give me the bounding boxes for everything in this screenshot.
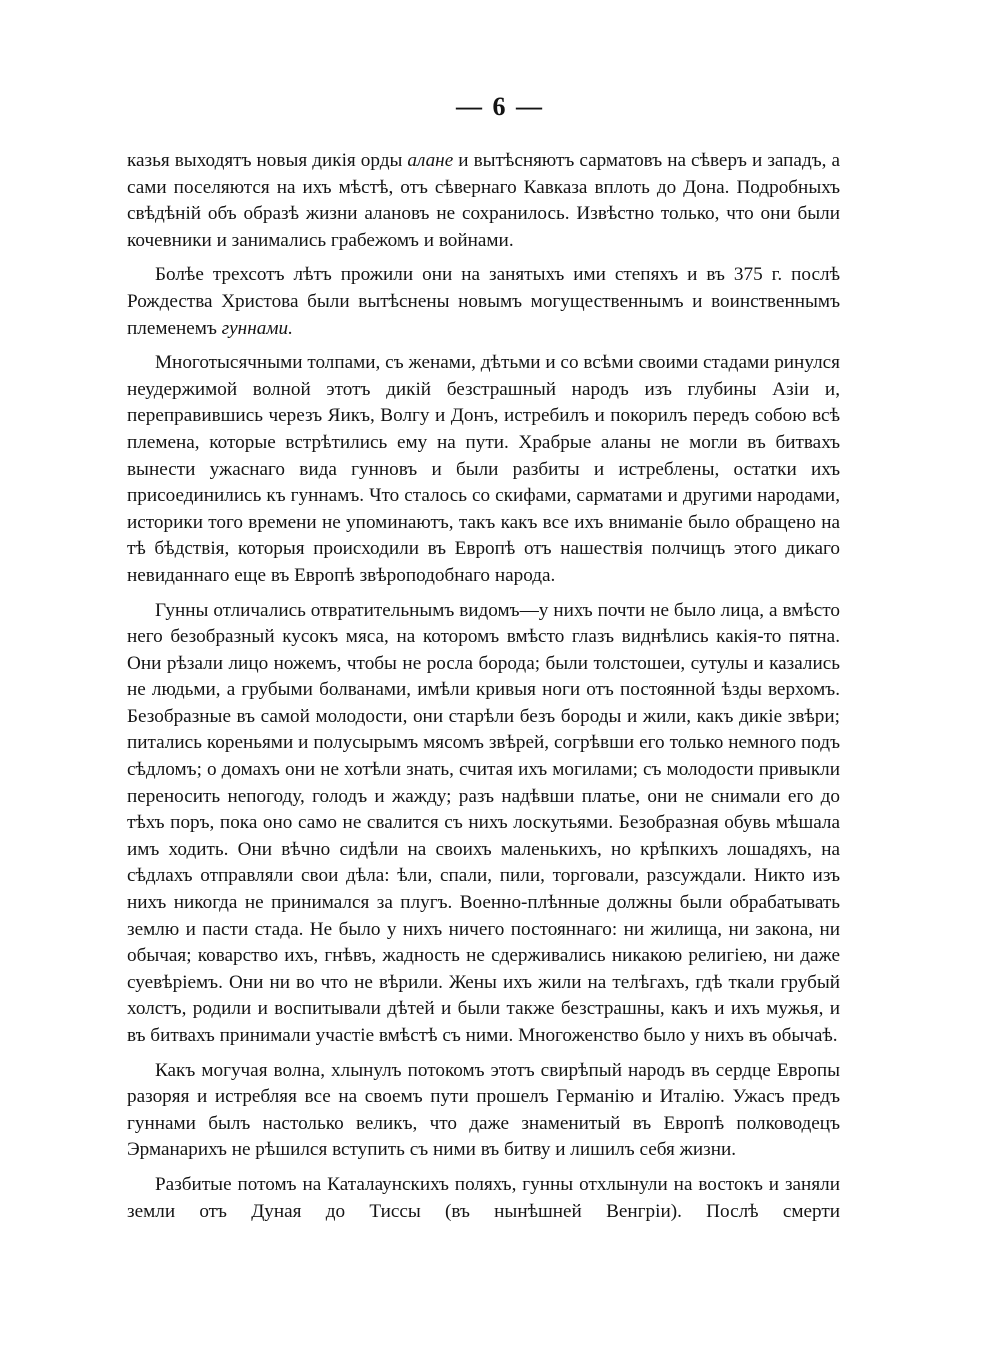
paragraph-1: [127, 148, 840, 254]
page-number: — 6 —: [456, 92, 544, 121]
paragraph-4-text: Гунны отличались отвратительнымъ видомъ—у нихъ почти не было лица, а вмѣсто него безобразный кусокъ мяса, на которомъ вмѣсто глазъ виднѣлись какія-то пятна. Они рѣзали лицо ножемъ, чтобы не росла борода; были толстошеи, сутулы и казались не людьми, а грубыми болванами, имѣли кривыя ноги отъ постоянной ѣзды верхомъ. Безобразные въ самой молодости, они старѣли безъ бороды и жили, какъ дикіе звѣри; питались кореньями и полусырымъ мясомъ звѣрей, согрѣвши его только немного подъ сѣдломъ; о домахъ они не хотѣли знать, считая ихъ могилами; съ молодости привыкли переносить непогоду, голодъ и жажду; разъ надѣвши платье, они не снимали его до тѣхъ поръ, пока оно само не свалится съ нихъ лоскутьями. Безобразная обувь мѣшала имъ ходить. Они вѣчно сидѣли на своихъ маленькихъ, но крѣпкихъ лошадяхъ, на сѣдлахъ отправляли свои дѣла: ѣли, спали, пили, торговали, разсуждали. Никто изъ нихъ никогда не принимался за плугъ. Военно-плѣнные должны были обрабатывать землю и пасти стада. Не было у нихъ ничего постояннаго: ни жилища, ни закона, ни обычая; коварство ихъ, гнѣвъ, жадность не сдерживались никакою религіею, ни даже суевѣріемъ. Они ни во что не вѣрили. Жены ихъ жили на телѣгахъ, гдѣ ткали грубый холстъ, родили и воспитывали дѣтей и были также безстрашны, какъ и ихъ мужья, и въ битвахъ принимали участіе вмѣстѣ съ ними. Многоженство было у нихъ въ обычаѣ.: [127, 599, 840, 1046]
paragraph-2: [127, 262, 840, 342]
paragraph-6: [127, 1172, 840, 1225]
body-text: [127, 148, 840, 1233]
paragraph-2-text: Болѣе трехсотъ лѣтъ прожили они на занятыхъ ими степяхъ и въ 375 г. послѣ Рождества Христова были вытѣснены новымъ могущественнымъ и воинственнымъ племенемъ: [127, 264, 840, 339]
paragraph-2-italic-gunnami: гуннами.: [221, 317, 293, 339]
paragraph-4: [127, 598, 840, 1050]
paragraph-6-text: Разбитые потомъ на Каталаунскихъ поляхъ, гунны отхлынули на востокъ и заняли земли отъ Дуная до Тиссы (въ нынѣшней Венгріи). Послѣ смерти: [127, 1173, 840, 1222]
paragraph-3: [127, 350, 840, 589]
paragraph-5-text: Какъ могучая волна, хлынулъ потокомъ этотъ свирѣпый народъ въ сердце Европы разоряя и истребляя все на своемъ пути прошелъ Германію и Италію. Ужасъ предъ гуннами былъ настолько великъ, что даже знаменитый въ Европѣ полководецъ Эрманарихъ не рѣшился вступить съ ними въ битву и лишилъ себя жизни.: [127, 1059, 840, 1161]
paragraph-5: [127, 1058, 840, 1164]
paragraph-1-text-cont: и вытѣсняютъ сарматовъ на сѣверъ и западъ, а сами поселяются на ихъ мѣстѣ, отъ сѣвернаго Кавказа вплоть до Дона. Подробныхъ свѣдѣній объ образѣ жизни алановъ не сохранилось. Извѣстно только, что они были кочевники и занимались грабежомъ и войнами.: [127, 150, 840, 251]
paragraph-1-italic-alane: алане: [407, 150, 454, 171]
paragraph-1-text: казья выходятъ новыя дикія орды: [127, 150, 408, 171]
paragraph-3-text: Многотысячными толпами, съ женами, дѣтьми и со всѣми своими стадами ринулся неудержимой волной этотъ дикій безстрашный народъ изъ глубины Азіи и, переправившись черезъ Яикъ, Волгу и Донъ, истребилъ и покорилъ передъ собою всѣ племена, которые встрѣтились ему на пути. Храбрые аланы не могли въ битвахъ вынести ужаснаго вида гунновъ и были разбиты и истреблены, остатки ихъ присоединились къ гуннамъ. Что сталось со скифами, сарматами и другими народами, историки того времени не упоминаютъ, такъ какъ все ихъ вниманіе было обращено на тѣ бѣдствія, которыя происходили въ Европѣ отъ нашествія полчищъ этого дикаго невиданнаго еще въ Европѣ звѣроподобнаго народа.: [127, 352, 840, 586]
